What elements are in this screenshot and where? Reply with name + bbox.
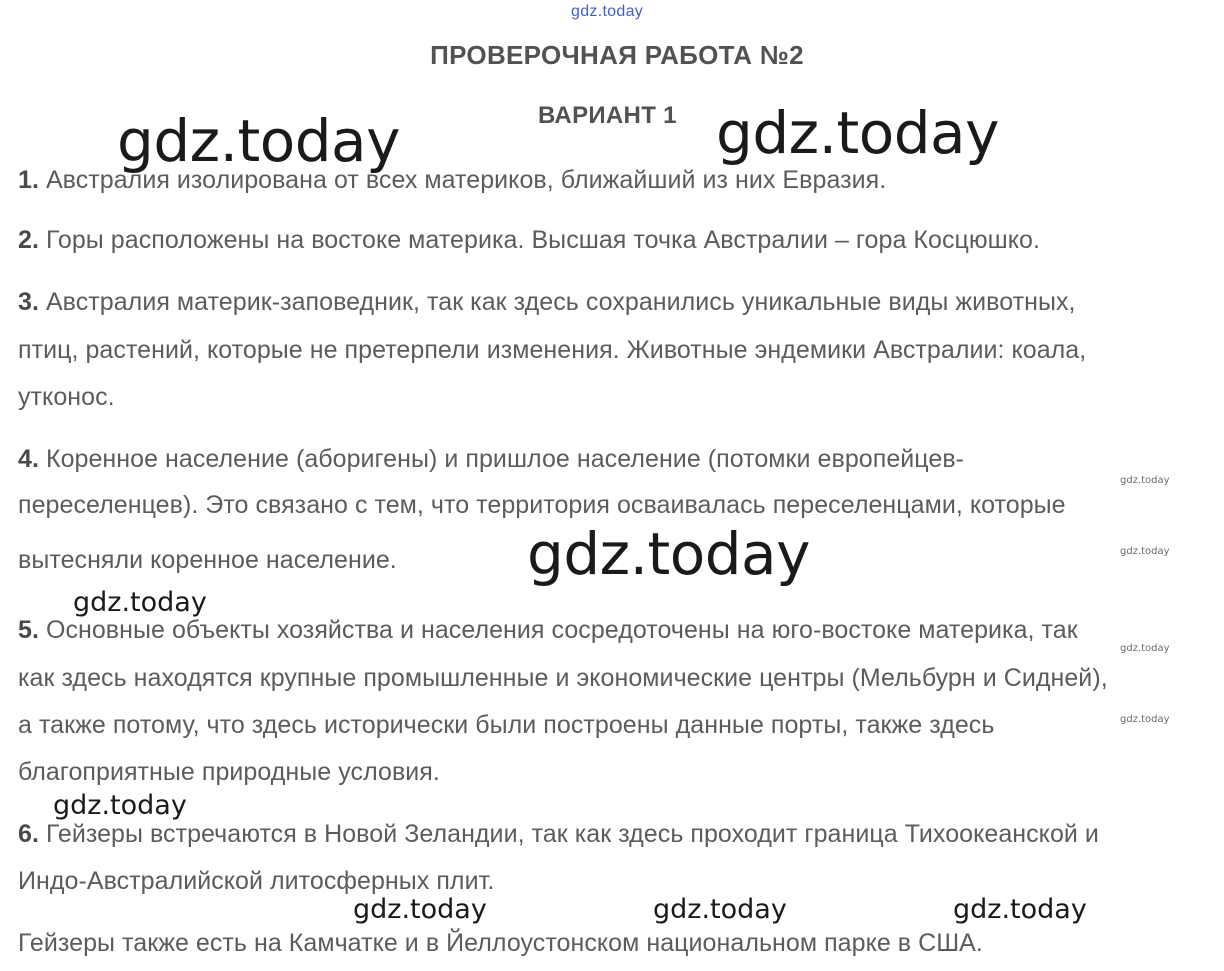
answer-5-line-2: как здесь находятся крупные промышленные и экономические центры (Мельбурн и Сидней), (18, 664, 1108, 692)
watermark-top: gdz.today (571, 3, 644, 20)
answer-4-line-1 (18, 445, 964, 474)
watermark-large-3: gdz.today (527, 520, 810, 588)
watermark-large-2: gdz.today (716, 99, 999, 167)
answer-6-line-1 (18, 820, 1099, 849)
answer-1-line-1 (18, 166, 886, 195)
variant-heading: ВАРИАНТ 1 (538, 102, 677, 129)
answer-5-line-1 (18, 616, 1078, 645)
answer-3-number: 3. (18, 288, 39, 316)
watermark-medium-4: gdz.today (653, 894, 787, 925)
answer-2-number: 2. (18, 226, 39, 254)
answer-4-line-3: вытесняли коренное население. (18, 546, 397, 574)
answer-6-line-2: Индо-Австралийской литосферных плит. (18, 867, 495, 895)
answer-3-line-2: птиц, растений, которые не претерпели изменения. Животные эндемики Австралии: коала, (18, 336, 1087, 364)
watermark-small-4: gdz.today (1120, 714, 1170, 725)
watermark-medium-5: gdz.today (953, 894, 1087, 925)
answer-3-line-3: утконос. (18, 383, 115, 411)
answer-4-line-2: переселенцев). Это связано с тем, что территория осваивалась переселенцами, которые (18, 491, 1066, 519)
watermark-medium-3: gdz.today (353, 894, 487, 925)
answer-3-line-1 (18, 288, 1076, 317)
answer-3-text-1: Австралия материк-заповедник, так как здесь сохранились уникальные виды животных, (45, 288, 1076, 316)
answer-5-number: 5. (18, 616, 39, 644)
answer-2-line-1 (18, 226, 1040, 255)
watermark-small-3: gdz.today (1120, 643, 1170, 654)
answer-5-line-3: а также потому, что здесь исторически были построены данные порты, также здесь (18, 711, 995, 739)
answer-6-text-1: Гейзеры встречаются в Новой Зеландии, так как здесь проходит граница Тихоокеанской и (45, 820, 1099, 848)
watermark-small-2: gdz.today (1120, 546, 1170, 557)
answer-6-line-3: Гейзеры также есть на Камчатке и в Йеллоустонском национальном парке в США. (18, 929, 983, 957)
answer-4-number: 4. (18, 445, 39, 473)
page-title: ПРОВЕРОЧНАЯ РАБОТА №2 (430, 40, 804, 70)
answer-1-number: 1. (18, 166, 39, 194)
answer-5-text-1: Основные объекты хозяйства и населения сосредоточены на юго-востоке материка, так (45, 616, 1078, 644)
answer-2-text: Горы расположены на востоке материка. Высшая точка Австралии – гора Косцюшко. (45, 226, 1040, 254)
watermark-medium-1: gdz.today (73, 587, 207, 618)
answer-1-text: Австралия изолирована от всех материков, ближайший из них Евразия. (45, 166, 887, 194)
watermark-medium-2: gdz.today (53, 790, 187, 821)
watermark-small-1: gdz.today (1120, 475, 1170, 486)
answer-6-number: 6. (18, 820, 39, 848)
answer-5-line-4: благоприятные природные условия. (18, 758, 440, 786)
watermark-large-1: gdz.today (117, 107, 400, 175)
answer-4-text-1: Коренное население (аборигены) и пришлое население (потомки европейцев- (45, 445, 965, 473)
